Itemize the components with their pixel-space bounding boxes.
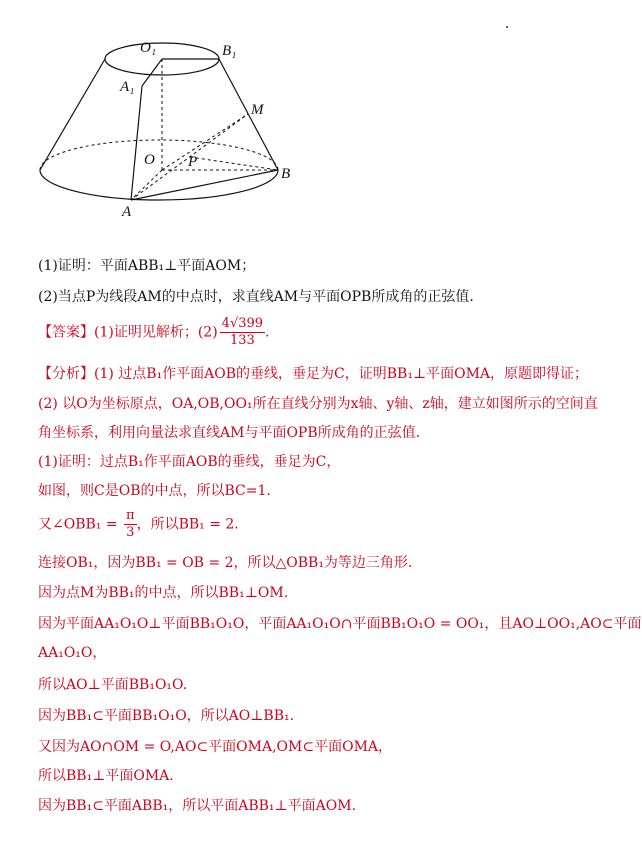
solution-l3-suffix: ，所以BB₁ = 2. (136, 516, 239, 533)
answer-frac-den: 133 (229, 333, 255, 348)
analysis-line-2: (2) 以O为坐标原点，OA,OB,OO₁所在直线分别为x轴、y轴、z轴，建立如图所示的空间直 (38, 396, 598, 412)
solution-line-3 (38, 508, 239, 541)
solution-line-10: 又因为AO∩OM = O,AO⊂平面OMA,OM⊂平面OMA， (38, 739, 393, 755)
solution-line-6: 因为平面AA₁O₁O⊥平面BB₁O₁O，平面AA₁O₁O∩平面BB₁O₁O = OO₁，且AO⊥OO₁,AO⊂平面 (38, 616, 642, 632)
answer-frac-num: 4√399 (221, 316, 264, 331)
right-slant (219, 59, 278, 170)
solution-l3-prefix: 又∠OBB₁ = (38, 516, 123, 533)
solution-line-1: (1)证明：过点B₁作平面AOB的垂线，垂足为C， (38, 454, 341, 470)
frustum-figure (30, 22, 310, 227)
solution-line-2: 如图，则C是OB的中点，所以BC=1. (38, 483, 271, 499)
label-m: M (251, 102, 264, 118)
problem-part1: (1)证明：平面ABB₁⊥平面AOM； (38, 258, 256, 274)
solution-line-7: AA₁O₁O， (38, 645, 107, 661)
label-a1: A₁ (120, 79, 135, 95)
solution-l3-frac-num: π (126, 508, 135, 523)
label-p: P (188, 154, 198, 170)
solution-line-12: 因为BB₁⊂平面ABB₁，所以平面ABB₁⊥平面AOM. (38, 798, 357, 814)
left-slant (40, 59, 105, 170)
label-b1: B₁ (222, 43, 237, 59)
analysis-line-1: 【分析】(1) 过点B₁作平面AOB的垂线，垂足为C，证明BB₁⊥平面OMA，原题即得证； (38, 366, 589, 382)
answer-line (38, 316, 270, 349)
label-a: A (122, 204, 132, 220)
segment-oa (131, 170, 162, 200)
solution-line-11: 所以BB₁⊥平面OMA. (38, 768, 174, 784)
solution-line-4: 连接OB₁，因为BB₁ = OB = 2，所以△OBB₁为等边三角形. (38, 555, 413, 571)
solution-l3-frac-den: 3 (126, 525, 135, 540)
segment-om (162, 114, 248, 170)
label-o1: O₁ (140, 40, 157, 56)
bottom-ellipse-back (40, 140, 278, 170)
answer-prefix: 【答案】(1)证明见解析；(2) (38, 324, 218, 341)
solution-line-5: 因为点M为BB₁的中点，所以BB₁⊥OM. (38, 585, 289, 601)
solution-line-8: 所以AO⊥平面BB₁O₁O. (38, 677, 188, 693)
label-b: B (281, 166, 291, 182)
bottom-ellipse-front (40, 170, 278, 200)
segment-ab (131, 170, 278, 200)
segment-o1a1 (142, 59, 162, 86)
solution-l3-fraction (124, 508, 137, 541)
solution-line-9: 因为BB₁⊂平面BB₁O₁O，所以AO⊥BB₁. (38, 708, 295, 724)
answer-suffix: . (265, 324, 270, 341)
stray-dot (506, 26, 508, 28)
analysis-line-3: 角坐标系，利用向量法求直线AM与平面OPB所成角的正弦值. (38, 425, 421, 441)
answer-fraction (220, 316, 265, 349)
label-o: O (144, 152, 155, 168)
problem-part2: (2)当点P为线段AM的中点时，求直线AM与平面OPB所成角的正弦值. (38, 289, 474, 305)
segment-pb (190, 157, 278, 170)
segment-a1a (131, 86, 142, 200)
